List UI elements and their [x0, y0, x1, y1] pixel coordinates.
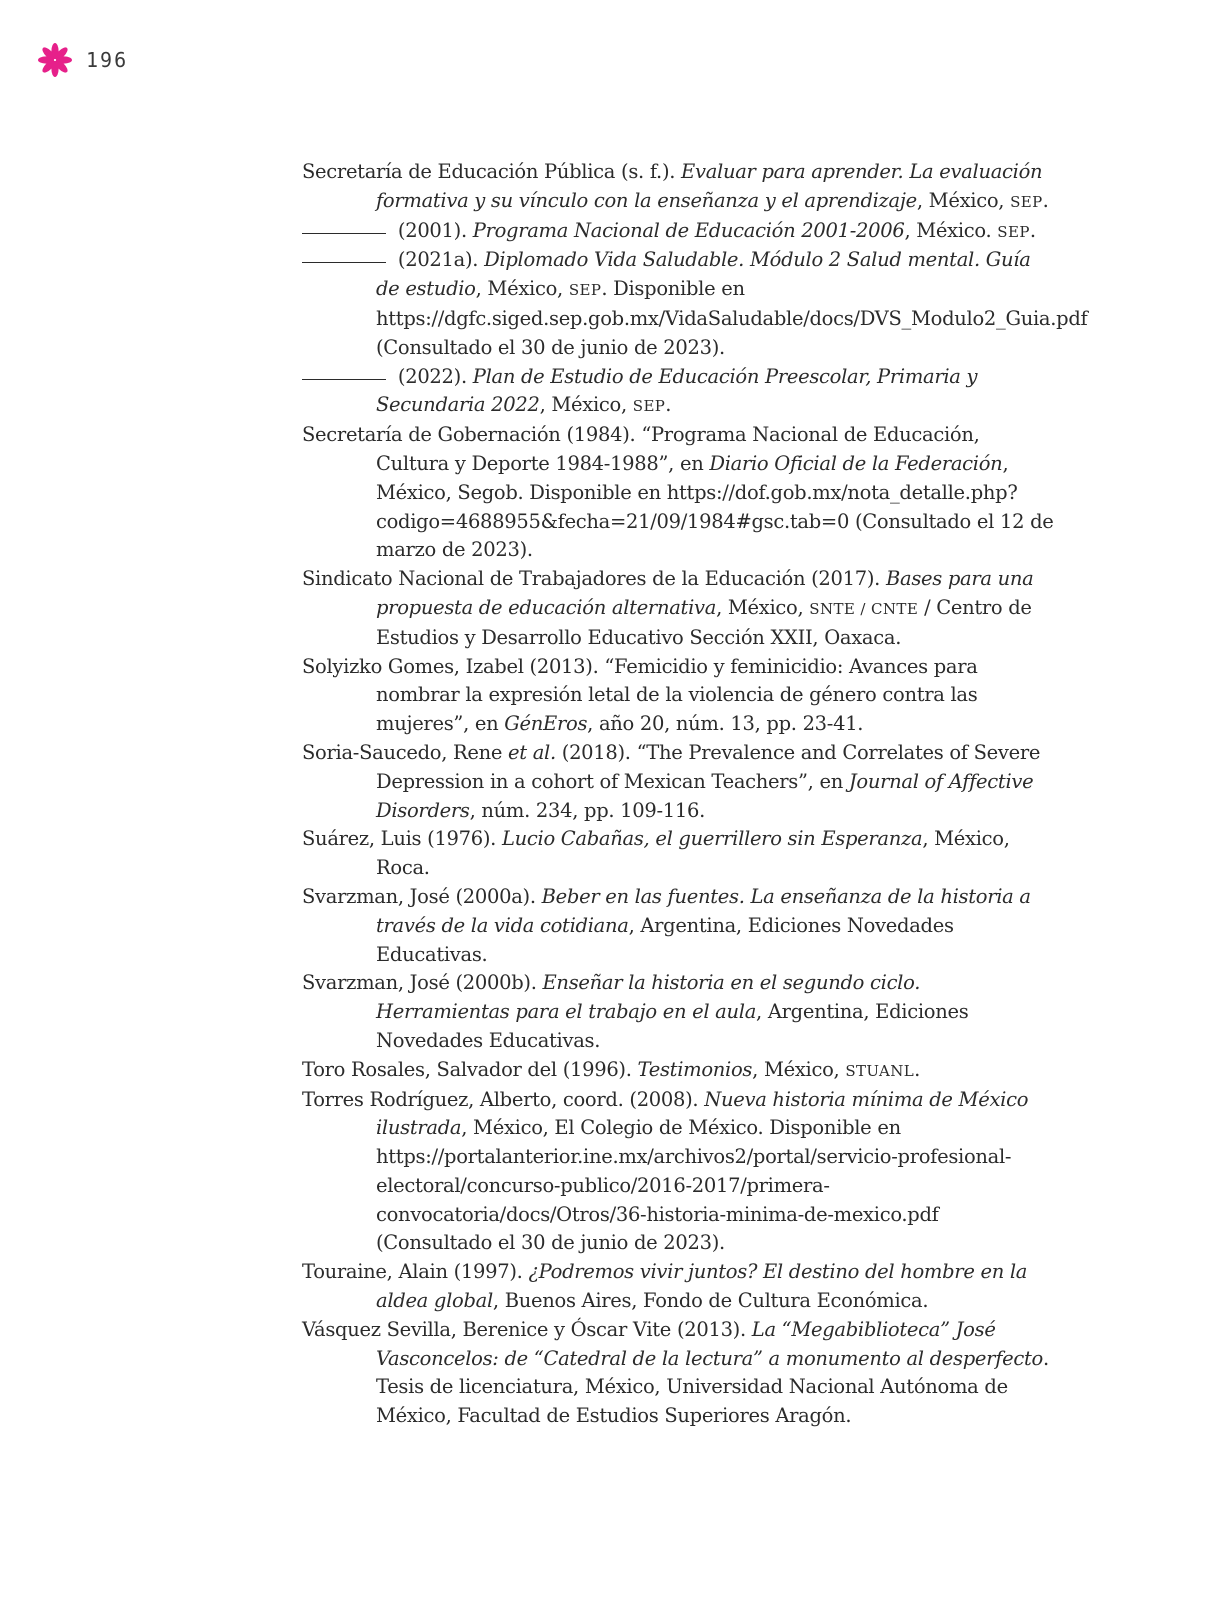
- reference-author: Suárez, Luis: [302, 827, 422, 851]
- reference-entry: [302, 421, 1058, 565]
- reference-year: (2017).: [805, 567, 886, 591]
- reference-author: Svarzman, José: [302, 971, 450, 995]
- reference-tail: .: [1042, 188, 1049, 212]
- reference-tail2: , núm. 234, pp. 109-116.: [469, 798, 706, 822]
- reference-tail: . Disponible en https://dgfc.siged.sep.gob.mx/VidaSaludable/docs/DVS_Modulo2_Guia.pdf (Consultado el 30 de junio de 2023).: [376, 277, 1088, 359]
- reference-title: Bases para una propuesta de educación alternativa: [376, 567, 1034, 619]
- reference-entry: [302, 158, 1058, 217]
- reference-rest: , México.: [904, 218, 998, 242]
- reference-entry: [302, 1056, 1058, 1086]
- reference-author: Torres Rodríguez, Alberto, coord.: [302, 1087, 624, 1111]
- reference-year: (1996).: [556, 1057, 638, 1081]
- reference-title: Plan de Estudio de Educación Preescolar, Primaria y Secundaria 2022: [376, 364, 978, 417]
- reference-author: Soria-Saucedo, Rene: [302, 740, 509, 764]
- reference-tail2: , año 20, núm. 13, pp. 23-41.: [587, 712, 864, 736]
- reference-author: Svarzman, José: [302, 884, 450, 908]
- reference-tail: .: [1029, 218, 1036, 242]
- reference-rest: , México,: [539, 393, 633, 417]
- reference-year: (1997).: [447, 1260, 529, 1284]
- repeated-author-dash: [302, 232, 386, 234]
- reference-title: Nueva historia mínima de México ilustrada: [376, 1087, 1029, 1140]
- reference-rest: , Argentina, Ediciones Novedades Educativas.: [376, 913, 954, 966]
- reference-year: (2000a).: [449, 884, 542, 908]
- reference-entry: [302, 969, 1058, 1055]
- reference-rest: , Buenos Aires, Fondo de Cultura Económica.: [492, 1289, 929, 1313]
- reference-rest: , México, El Colegio de México. Disponible en https://portalanterior.ine.mx/archivos2/portal/servicio-profesional-electoral/concurso-publico/2016-2017/primera-convocatoria/docs/Otros/36-historia-minima-de-mexico.pdf (Consultado el 30 de junio de 2023).: [376, 1116, 1012, 1255]
- reference-tail: / Centro de Estudios y Desarrollo Educativo Sección XXII, Oaxaca.: [376, 595, 1032, 649]
- reference-rest: . Tesis de licenciatura, México, Universidad Nacional Autónoma de México, Facultad de Estudios Superiores Aragón.: [376, 1346, 1049, 1428]
- reference-tail: .: [665, 393, 672, 417]
- reference-sc: STUANL: [845, 1061, 915, 1080]
- reference-sc: SEP: [632, 397, 666, 416]
- asterisk-icon: [38, 43, 72, 77]
- reference-rest: , México,: [475, 277, 569, 301]
- reference-tail2: , México, Segob. Disponible en https://dof.gob.mx/nota_detalle.php?codigo=4688955&fecha=21/09/1984#gsc.tab=0 (Consultado el 12 de marzo de 2023).: [376, 451, 1054, 562]
- reference-entry: [302, 1316, 1058, 1431]
- reference-title2: Diario Oficial de la Federación: [709, 451, 1003, 475]
- reference-author: Secretaría de Educación Pública: [302, 160, 616, 183]
- reference-entry: [302, 363, 1058, 422]
- reference-rest: “The Prevalence and Correlates of Severe Depression in a cohort of Mexican Teachers”, en: [376, 740, 1041, 793]
- reference-sc: SEP: [997, 222, 1030, 241]
- reference-title: Lucio Cabañas, el guerrillero sin Esperanza: [501, 827, 923, 851]
- reference-sc: SEP: [568, 281, 602, 300]
- reference-year: (2001).: [392, 218, 473, 242]
- reference-rest: “Programa Nacional de Educación, Cultura y Deporte 1984-1988”, en: [376, 423, 980, 475]
- reference-rest: “Femicidio y feminicidio: Avances para nombrar la expresión letal de la violencia de género contra las mujeres”, en: [376, 654, 978, 736]
- reference-author: Toro Rosales, Salvador del: [302, 1057, 557, 1081]
- reference-year: (2000b).: [449, 971, 543, 995]
- reference-author: Touraine, Alain: [302, 1260, 448, 1284]
- reference-author: Secretaría de Gobernación: [302, 423, 561, 447]
- reference-rest: , Argentina, Ediciones Novedades Educativas.: [376, 1000, 969, 1052]
- reference-year: (2022).: [392, 364, 473, 388]
- page-header: [38, 44, 128, 76]
- reference-year: (2008).: [623, 1087, 705, 1111]
- reference-title: La “Megabiblioteca” José Vasconcelos: de “Catedral de la lectura” a monumento al desperfecto: [376, 1317, 1043, 1370]
- reference-title: Programa Nacional de Educación 2001-2006: [472, 218, 905, 242]
- reference-title: Testimonios: [637, 1057, 753, 1081]
- reference-entry: [302, 246, 1088, 362]
- reference-sc: SEP: [1010, 192, 1043, 211]
- reference-entry: [302, 1086, 1058, 1259]
- reference-title: Beber en las fuentes. La enseñanza de la historia a través de la vida cotidiana: [376, 884, 1031, 937]
- reference-year: (2021a).: [392, 248, 485, 272]
- reference-year: (s. f.).: [615, 160, 682, 183]
- reference-title2: GénEros: [504, 712, 588, 736]
- reference-title: Diplomado Vida Saludable. Módulo 2 Salud mental. Guía de estudio: [376, 248, 1031, 301]
- reference-year: (1984).: [560, 423, 642, 447]
- repeated-author-dash: [302, 261, 386, 263]
- reference-entry: [302, 653, 1058, 739]
- reference-year: (2013).: [523, 654, 605, 678]
- page-number: 196: [86, 48, 129, 72]
- reference-rest: , México, Roca.: [376, 827, 1010, 880]
- reference-entry: [302, 883, 1058, 969]
- reference-tail: .: [914, 1057, 921, 1081]
- reference-entry: [302, 217, 1058, 247]
- reference-list: [302, 158, 1088, 1431]
- repeated-author-dash: [302, 378, 386, 380]
- reference-author: Vásquez Sevilla, Berenice y Óscar Vite: [302, 1317, 672, 1341]
- reference-year: (2018).: [555, 740, 637, 764]
- reference-year: (2013).: [671, 1317, 752, 1341]
- reference-author: Sindicato Nacional de Trabajadores de la Educación: [302, 567, 806, 591]
- reference-year: (1976).: [421, 827, 502, 851]
- reference-title: Evaluar para aprender. La evaluación formativa y su vínculo con la enseñanza y el aprendizaje: [376, 160, 1043, 212]
- reference-sc: SNTE / CNTE: [809, 599, 919, 618]
- reference-rest: , México,: [916, 188, 1011, 212]
- reference-entry: [302, 565, 1058, 652]
- reference-rest: , México,: [716, 595, 810, 619]
- reference-entry: [302, 825, 1058, 883]
- reference-rest: , México,: [752, 1057, 846, 1081]
- reference-etal: et al.: [508, 740, 556, 764]
- reference-title: Enseñar la historia en el segundo ciclo. Herramientas para el trabajo en el aula: [376, 971, 921, 1024]
- reference-entry: [302, 739, 1058, 825]
- reference-entry: [302, 1258, 1058, 1316]
- reference-title2: Journal of Affective Disorders: [376, 769, 1034, 822]
- reference-title: ¿Podremos vivir juntos? El destino del hombre en la aldea global: [376, 1260, 1028, 1313]
- reference-author: Solyizko Gomes, Izabel: [302, 654, 524, 678]
